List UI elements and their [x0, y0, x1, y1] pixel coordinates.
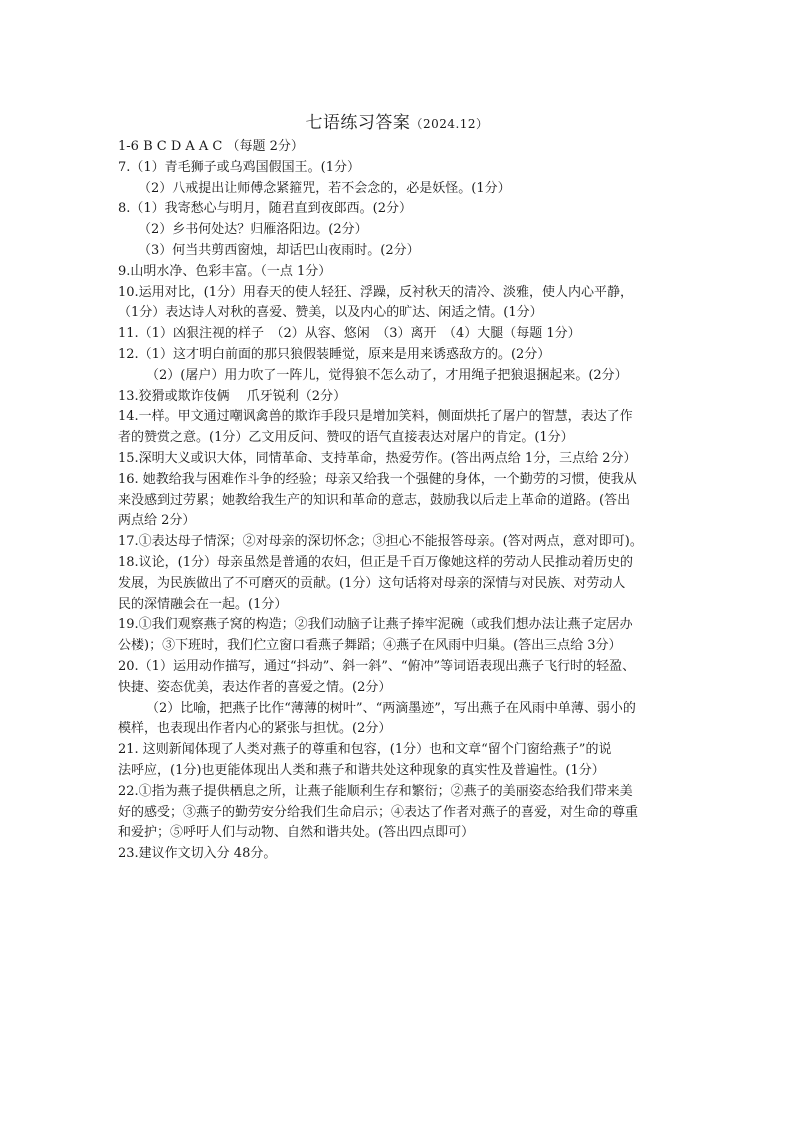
answer-line: 和爱护；⑤呼吁人们与动物、自然和谐共处。(答出四点即可）	[118, 825, 475, 841]
answer-line: 1-6 B C D A A C （每题 2分）	[118, 139, 304, 154]
answer-line: （1分）表达诗人对秋的喜爱、赞美，以及内心的旷达、闲适之情。(1分）	[118, 305, 543, 321]
answer-line: 21. 这则新闻体现了人类对燕子的尊重和包容，(1分）也和文章“留个门窗给燕子”的说	[118, 742, 612, 758]
answer-line: 来没感到过劳累；她教给我生产的知识和革命的意志，鼓励我以后走上革命的道路。(答出	[118, 492, 631, 508]
answer-line: 19.①我们观察燕子窝的构造；②我们动脑子让燕子捧牢泥碗（或我们想办法让燕子定居办	[118, 617, 633, 633]
answer-line: （2）乡书何处达？归雁洛阳边。(2分）	[138, 222, 368, 238]
answer-line: （2）比喻，把燕子比作“薄薄的树叶”、“两滴墨迹”，写出燕子在风雨中单薄、弱小的	[146, 700, 636, 716]
answer-line: 23.建议作文切入分 48分。	[118, 846, 277, 862]
answer-line: 7.（1）青毛狮子或乌鸡国假国王。(1分）	[118, 159, 361, 175]
answer-line: （2）(屠户）用力吹了一阵儿，觉得狼不怎么动了，才用绳子把狼退捆起来。(2分）	[146, 367, 628, 383]
answer-line: 9.山明水净、色彩丰富。（一点 1分）	[118, 263, 332, 279]
answer-line: 14.一样。甲文通过嘲讽禽兽的欺诈手段只是增加笑料，侧面烘托了屠户的智慧，表达了作	[118, 409, 633, 425]
answer-line: 15.深明大义或识大体，同情革命、支持革命，热爱劳作。(答出两点给 1分，三点给 2分）	[118, 450, 637, 466]
answer-line: 发展，为民族做出了不可磨灭的贡献。(1分）这句话将对母亲的深情与对民族、对劳动人	[118, 575, 626, 591]
page-title	[0, 108, 794, 133]
answer-line: 法呼应，(1分)也更能体现出人类和燕子和谐共处这种现象的真实性及普遍性。(1分）	[118, 762, 605, 778]
answer-list	[118, 137, 678, 865]
answer-line: 20.（1）运用动作描写，通过“抖动”、斜一斜”、“俯冲”等词语表现出燕子飞行时的轻盈、	[118, 658, 636, 674]
answer-line: 18.议论，(1分）母亲虽然是普通的农妇，但正是千百万像她这样的劳动人民推动着历史的	[118, 554, 634, 570]
answer-line: 11.（1）凶狠注视的样子 （2）从容、悠闲 （3）离开 （4）大腿（每题 1分）	[118, 326, 581, 342]
answer-line: 好的感受；③燕子的勤劳安分给我们生命启示；④表达了作者对燕子的喜爱，对生命的尊重	[118, 804, 639, 820]
answer-line: （3）何当共剪西窗烛，却话巴山夜雨时。(2分）	[138, 242, 420, 258]
answer-line: 公楼)；③下班时，我们伫立窗口看燕子舞蹈；④燕子在风雨中归巢。(答出三点给 3分）	[118, 638, 622, 654]
answer-line: 13.狡猾或欺诈伎俩 爪牙锐利（2分）	[118, 388, 347, 404]
answer-line: 两点给 2分）	[118, 513, 196, 529]
answer-line: 模样，也表现出作者内心的紧张与担忧。(2分）	[118, 721, 392, 737]
answer-line: 17.①表达母子情深；②对母亲的深切怀念；③担心不能报答母亲。(答对两点，意对即可)。	[118, 534, 643, 550]
answer-line: 16. 她教给我与困难作斗争的经验；母亲又给我一个强健的身体，一个勤劳的习惯，使我从	[118, 471, 637, 487]
title-main: 七语练习答案	[305, 113, 411, 133]
answer-line: 8.（1）我寄愁心与明月，随君直到夜郎西。(2分）	[118, 201, 413, 217]
answer-line: 快捷、姿态优美，表达作者的喜爱之情。(2分）	[118, 679, 392, 695]
answer-line: 者的赞赏之意。(1分）乙文用反问、赞叹的语气直接表达对屠户的肯定。(1分）	[118, 430, 574, 446]
answer-line: 民的深情融会在一起。(1分）	[118, 596, 288, 612]
answer-line: 12.（1）这才明白前面的那只狼假装睡觉，原来是用来诱惑敌方的。(2分）	[118, 346, 551, 362]
title-date: （2024.12）	[410, 117, 489, 131]
answer-line: （2）八戒提出让师傅念紧箍咒，若不会念的，必是妖怪。(1分）	[138, 180, 511, 196]
answer-line: 10.运用对比，(1分）用春天的使人轻狂、浮躁，反衬秋天的清冷、淡雅，使人内心平静，	[118, 284, 634, 300]
answer-line: 22.①指为燕子提供栖息之所，让燕子能顺利生存和繁衍；②燕子的美丽姿态给我们带来美	[118, 783, 633, 799]
